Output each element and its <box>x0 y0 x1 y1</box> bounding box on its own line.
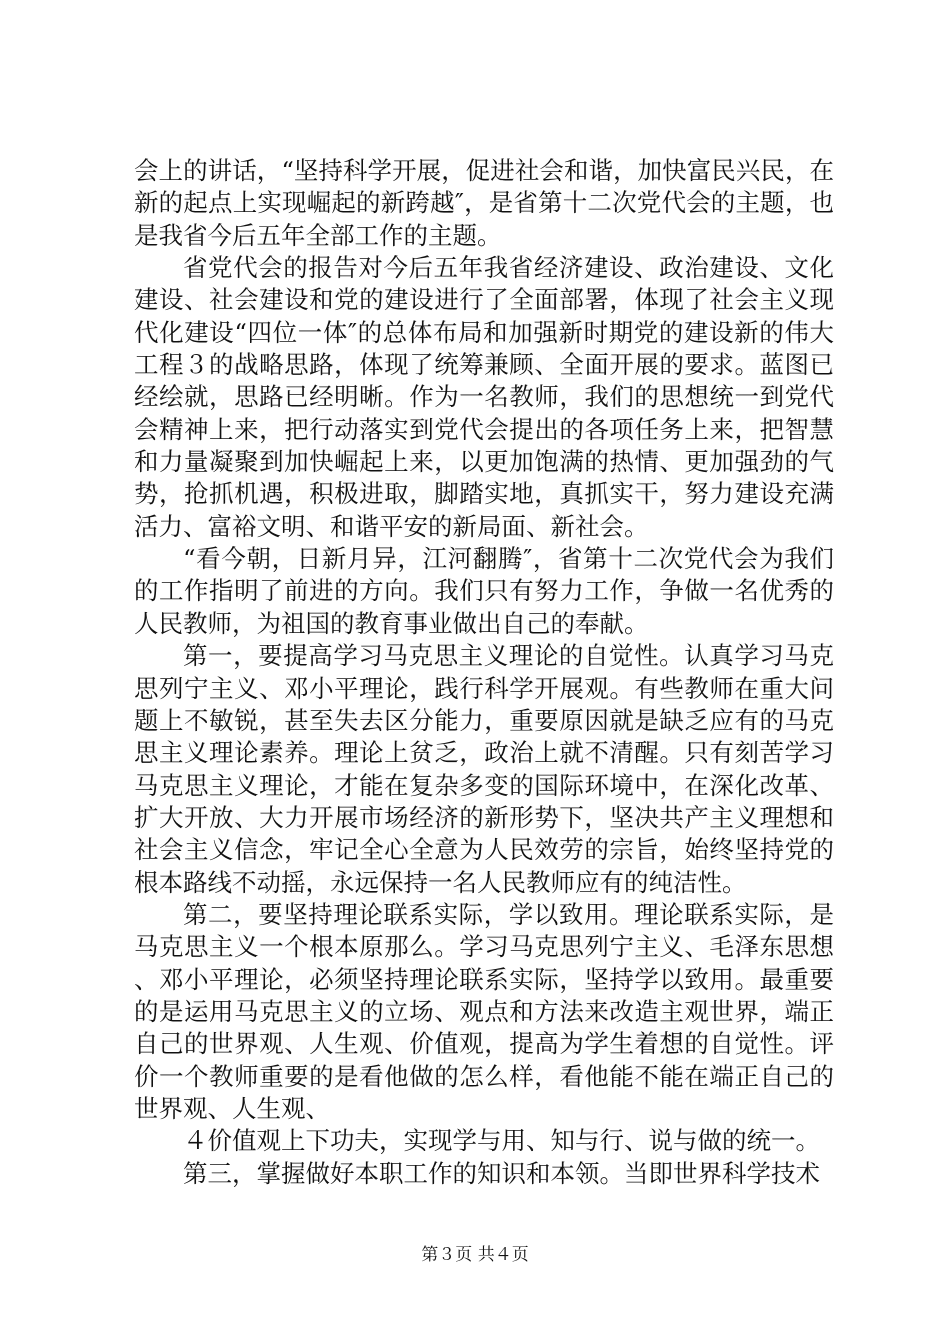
document-body <box>134 155 834 1190</box>
paragraph-point-two: 第二，要坚持理论联系实际，学以致用。理论联系实际，是马克思主义一个根本原那么。学习马克思列宁主义、毛泽东思想、邓小平理论，必须坚持理论联系实际，坚持学以致用。最重要的是运用马克思主义的立场、观点和方法来改造主观世界，端正自己的世界观、人生观、价值观，提高为学生着想的自觉性。评价一个教师重要的是看他做的怎么样，看他能不能在端正自己的世界观、人生观、 <box>134 899 834 1123</box>
paragraph-continuation: 会上的讲话，“坚持科学开展，促进社会和谐，加快富民兴民，在新的起点上实现崛起的新跨越″，是省第十二次党代会的主题，也是我省今后五年全部工作的主题。 <box>134 156 834 250</box>
paragraph-point-one: 第一，要提高学习马克思主义理论的自觉性。认真学习马克思列宁主义、邓小平理论，践行科学开展观。有些教师在重大问题上不敏锐，甚至失去区分能力，重要原因就是缺乏应有的马克思主义理论素养。理论上贫乏，政治上就不清醒。只有刻苦学习马克思主义理论，才能在复杂多变的国际环境中，在深化改革、扩大开放、大力开展市场经济的新形势下，坚决共产主义理想和社会主义信念，牢记全心全意为人民效劳的宗旨，始终坚持党的根本路线不动摇，永远保持一名人民教师应有的纯洁性。 <box>134 641 834 897</box>
paragraph-look-at-today: “看今朝，日新月异，江河翻腾″，省第十二次党代会为我们的工作指明了前进的方向。我们只有努力工作，争做一名优秀的人民教师，为祖国的教育事业做出自己的奉献。 <box>134 544 834 638</box>
paragraph-point-three: 第三，掌握做好本职工作的知识和本领。当即世界科学技术 <box>183 1158 820 1188</box>
paragraph-point-two-continued: ４价值观上下功夫，实现学与用、知与行、说与做的统一。 <box>183 1126 820 1156</box>
page-number-footer: 第３页 共４页 <box>421 1245 529 1265</box>
paragraph-report-deployment: 省党代会的报告对今后五年我省经济建设、政治建设、文化建设、社会建设和党的建设进行了全面部署，体现了社会主义现代化建设“四位一体″的总体布局和加强新时期党的建设新的伟大工程３的战略思路，体现了统筹兼顾、全面开展的要求。蓝图已经绘就，思路已经明晰。作为一名教师，我们的思想统一到党代会精神上来，把行动落实到党代会提出的各项任务上来，把智慧和力量凝聚到加快崛起上来，以更加饱满的热情、更加强劲的气势，抢抓机遇，积极进取，脚踏实地，真抓实干，努力建设充满活力、富裕文明、和谐平安的新局面、新社会。 <box>134 253 834 541</box>
